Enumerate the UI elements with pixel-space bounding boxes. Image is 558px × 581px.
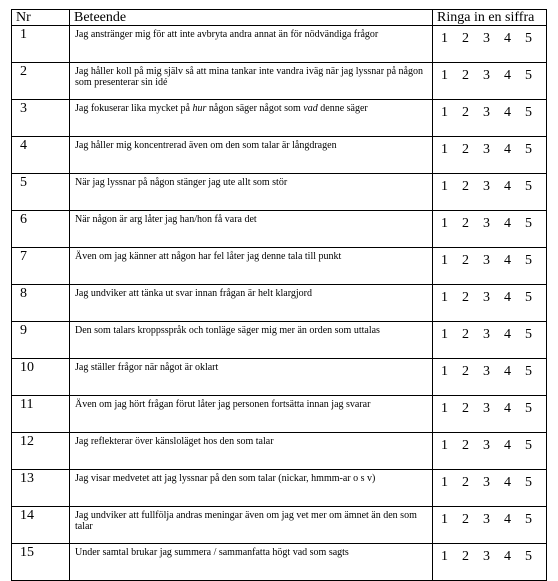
statement-text: Den som talars kroppsspråk och tonläge säger mig mer än orden som uttalas	[75, 325, 380, 336]
rating-option[interactable]: 5	[525, 438, 532, 453]
statement-text: Under samtal brukar jag summera / sammanfatta högt vad som sagts	[75, 547, 349, 558]
rating-option[interactable]: 5	[525, 142, 532, 157]
behaviour-statement	[70, 433, 433, 470]
rating-option[interactable]: 2	[462, 438, 469, 453]
header-rating: Ringa in en siffra	[433, 10, 547, 26]
rating-option[interactable]: 4	[504, 475, 511, 490]
rating-option[interactable]: 1	[441, 216, 448, 231]
table-row	[12, 26, 547, 63]
rating-scale	[433, 507, 547, 544]
rating-option[interactable]: 1	[441, 31, 448, 46]
rating-option[interactable]: 5	[525, 31, 532, 46]
table-row	[12, 63, 547, 100]
rating-option[interactable]: 3	[483, 179, 490, 194]
rating-option[interactable]: 1	[441, 475, 448, 490]
rating-option[interactable]: 3	[483, 253, 490, 268]
behaviour-statement	[70, 248, 433, 285]
row-number: 9	[12, 322, 70, 359]
rating-scale	[433, 26, 547, 63]
rating-option[interactable]: 4	[504, 364, 511, 379]
rating-option[interactable]: 5	[525, 253, 532, 268]
behaviour-statement	[70, 470, 433, 507]
statement-emphasis: vad	[303, 103, 318, 114]
behaviour-statement	[70, 100, 433, 137]
behaviour-statement	[70, 285, 433, 322]
behaviour-statement	[70, 507, 433, 544]
row-number: 1	[12, 26, 70, 63]
rating-option[interactable]: 3	[483, 142, 490, 157]
rating-option[interactable]: 2	[462, 475, 469, 490]
rating-option[interactable]: 5	[525, 105, 532, 120]
rating-scale	[433, 63, 547, 100]
rating-option[interactable]: 1	[441, 327, 448, 342]
table-row	[12, 174, 547, 211]
rating-scale	[433, 544, 547, 581]
rating-option[interactable]: 2	[462, 549, 469, 564]
rating-scale	[433, 248, 547, 285]
rating-option[interactable]: 2	[462, 290, 469, 305]
rating-scale	[433, 396, 547, 433]
row-number: 14	[12, 507, 70, 544]
rating-option[interactable]: 3	[483, 401, 490, 416]
statement-text: Jag reflekterar över känsloläget hos den som talar	[75, 436, 274, 447]
statement-text: Jag ställer frågor när något är oklart	[75, 362, 219, 373]
rating-option[interactable]: 4	[504, 327, 511, 342]
rating-option[interactable]: 3	[483, 68, 490, 83]
rating-option[interactable]: 2	[462, 142, 469, 157]
row-number: 4	[12, 137, 70, 174]
rating-option[interactable]: 3	[483, 216, 490, 231]
rating-option[interactable]: 4	[504, 179, 511, 194]
rating-scale	[433, 433, 547, 470]
rating-option[interactable]: 3	[483, 290, 490, 305]
header-behaviour: Beteende	[70, 10, 433, 26]
row-number: 3	[12, 100, 70, 137]
rating-option[interactable]: 4	[504, 438, 511, 453]
rating-option[interactable]: 4	[504, 253, 511, 268]
row-number: 10	[12, 359, 70, 396]
rating-option[interactable]: 5	[525, 512, 532, 527]
rating-option[interactable]: 5	[525, 364, 532, 379]
table-row	[12, 285, 547, 322]
table-row	[12, 137, 547, 174]
behaviour-statement	[70, 26, 433, 63]
rating-option[interactable]: 5	[525, 216, 532, 231]
statement-text: Jag fokuserar lika mycket på	[75, 103, 193, 114]
table-row	[12, 433, 547, 470]
rating-scale	[433, 174, 547, 211]
rating-option[interactable]: 3	[483, 327, 490, 342]
rating-option[interactable]: 4	[504, 105, 511, 120]
statement-text: Jag håller mig koncentrerad även om den som talar är långdragen	[75, 140, 337, 151]
table-row	[12, 359, 547, 396]
row-number: 8	[12, 285, 70, 322]
rating-option[interactable]: 3	[483, 512, 490, 527]
rating-scale	[433, 359, 547, 396]
rating-option[interactable]: 4	[504, 401, 511, 416]
table-row	[12, 396, 547, 433]
rating-option[interactable]: 2	[462, 253, 469, 268]
header-row	[12, 10, 547, 26]
table-row	[12, 507, 547, 544]
table-row	[12, 544, 547, 581]
rating-option[interactable]: 3	[483, 438, 490, 453]
statement-text: denne säger	[317, 103, 368, 114]
table-row	[12, 470, 547, 507]
rating-scale	[433, 100, 547, 137]
rating-scale	[433, 470, 547, 507]
rating-scale	[433, 285, 547, 322]
rating-scale	[433, 137, 547, 174]
rating-option[interactable]: 3	[483, 475, 490, 490]
statement-text: Jag undviker att fullfölja andras meningar även om jag vet mer om ämnet än den som talar	[75, 510, 417, 532]
behaviour-statement	[70, 396, 433, 433]
rating-option[interactable]: 1	[441, 549, 448, 564]
statement-emphasis: hur	[192, 103, 207, 114]
rating-option[interactable]: 4	[504, 142, 511, 157]
survey-table	[11, 9, 547, 581]
rating-option[interactable]: 2	[462, 31, 469, 46]
row-number: 12	[12, 433, 70, 470]
row-number: 13	[12, 470, 70, 507]
behaviour-statement	[70, 174, 433, 211]
rating-option[interactable]: 5	[525, 401, 532, 416]
behaviour-statement	[70, 544, 433, 581]
rating-option[interactable]: 2	[462, 216, 469, 231]
statement-text: Jag undviker att tänka ut svar innan frågan är helt klargjord	[75, 288, 312, 299]
rating-option[interactable]: 1	[441, 253, 448, 268]
statement-text: Jag visar medvetet att jag lyssnar på den som talar (nickar, hmmm-ar o s v)	[75, 473, 376, 484]
rating-option[interactable]: 1	[441, 512, 448, 527]
table-row	[12, 100, 547, 137]
rating-option[interactable]: 5	[525, 290, 532, 305]
rating-option[interactable]: 5	[525, 327, 532, 342]
rating-option[interactable]: 5	[525, 179, 532, 194]
rating-option[interactable]: 3	[483, 549, 490, 564]
rating-option[interactable]: 2	[462, 105, 469, 120]
row-number: 7	[12, 248, 70, 285]
rating-option[interactable]: 3	[483, 364, 490, 379]
listening-survey	[11, 9, 547, 581]
behaviour-statement	[70, 322, 433, 359]
rating-option[interactable]: 4	[504, 216, 511, 231]
rating-option[interactable]: 1	[441, 290, 448, 305]
row-number: 15	[12, 544, 70, 581]
rating-option[interactable]: 5	[525, 68, 532, 83]
rating-option[interactable]: 2	[462, 512, 469, 527]
table-row	[12, 322, 547, 359]
rating-option[interactable]: 2	[462, 401, 469, 416]
row-number: 11	[12, 396, 70, 433]
statement-text: Jag anstränger mig för att inte avbryta andra annat än för nödvändiga frågor	[75, 29, 379, 40]
rating-option[interactable]: 4	[504, 68, 511, 83]
rating-option[interactable]: 2	[462, 364, 469, 379]
rating-option[interactable]: 1	[441, 142, 448, 157]
statement-text: När någon är arg låter jag han/hon få vara det	[75, 214, 257, 225]
rating-option[interactable]: 3	[483, 31, 490, 46]
statement-text: Jag håller koll på mig själv så att mina tankar inte vandra iväg när jag lyssnar på någon som presenterar sin idé	[75, 66, 423, 88]
behaviour-statement	[70, 137, 433, 174]
rating-option[interactable]: 1	[441, 179, 448, 194]
rating-scale	[433, 322, 547, 359]
rating-option[interactable]: 1	[441, 68, 448, 83]
row-number: 2	[12, 63, 70, 100]
statement-text: När jag lyssnar på någon stänger jag ute allt som stör	[75, 177, 288, 188]
table-row	[12, 211, 547, 248]
rating-option[interactable]: 1	[441, 438, 448, 453]
rating-option[interactable]: 4	[504, 512, 511, 527]
statement-text: någon säger något som	[206, 103, 304, 114]
row-number: 5	[12, 174, 70, 211]
header-nr: Nr	[12, 10, 70, 26]
row-number: 6	[12, 211, 70, 248]
statement-text: Även om jag känner att någon har fel låter jag denne tala till punkt	[75, 251, 342, 262]
rating-option[interactable]: 4	[504, 31, 511, 46]
rating-option[interactable]: 5	[525, 475, 532, 490]
rating-option[interactable]: 1	[441, 364, 448, 379]
rating-scale	[433, 211, 547, 248]
rating-option[interactable]: 2	[462, 327, 469, 342]
rating-option[interactable]: 1	[441, 105, 448, 120]
statement-text: Även om jag hört frågan förut låter jag personen fortsätta innan jag svarar	[75, 399, 371, 410]
rating-option[interactable]: 2	[462, 68, 469, 83]
behaviour-statement	[70, 359, 433, 396]
behaviour-statement	[70, 211, 433, 248]
rating-option[interactable]: 3	[483, 105, 490, 120]
rating-option[interactable]: 2	[462, 179, 469, 194]
rating-option[interactable]: 4	[504, 549, 511, 564]
rating-option[interactable]: 4	[504, 290, 511, 305]
rating-option[interactable]: 1	[441, 401, 448, 416]
rating-option[interactable]: 5	[525, 549, 532, 564]
behaviour-statement	[70, 63, 433, 100]
table-row	[12, 248, 547, 285]
